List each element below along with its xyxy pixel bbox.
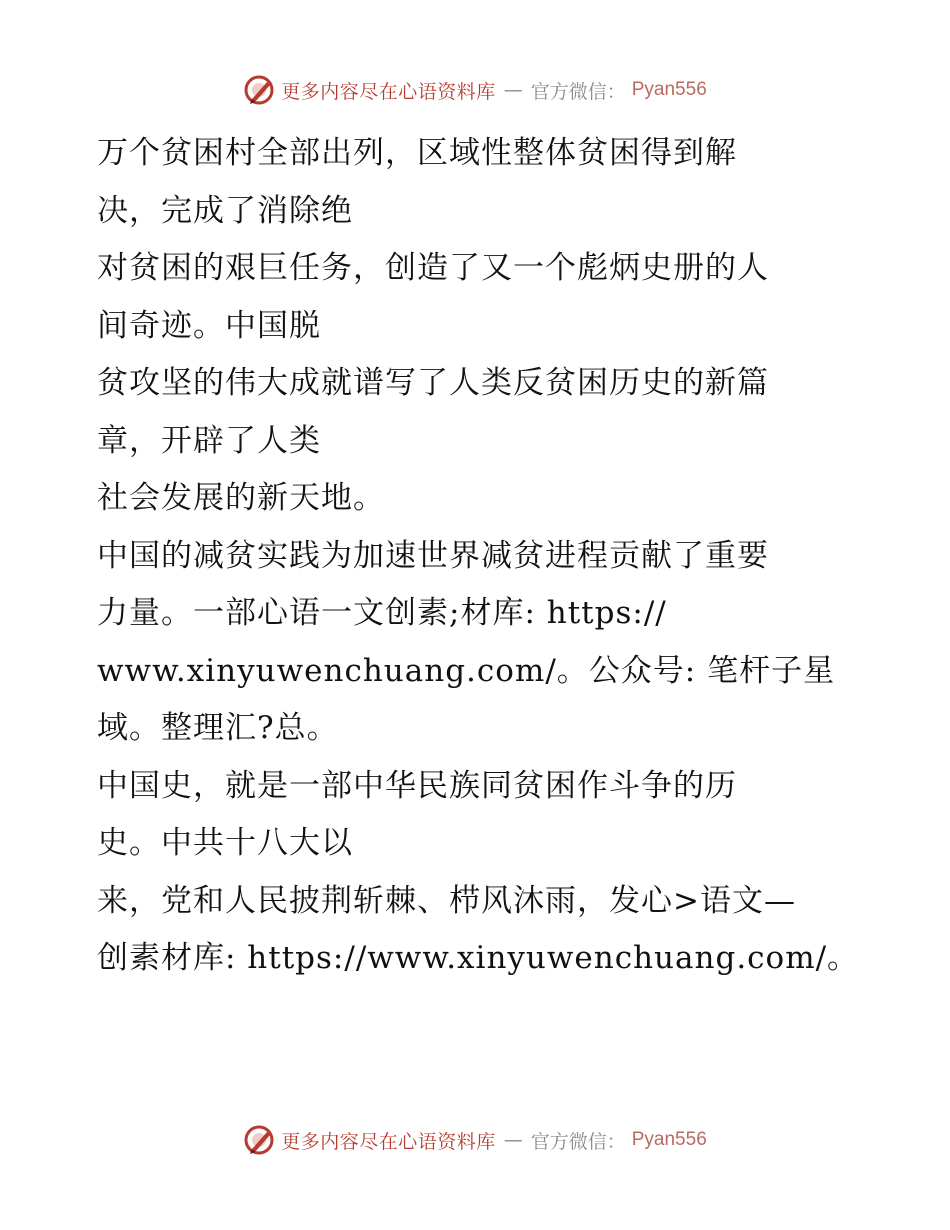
footer-dash: — bbox=[503, 1129, 523, 1151]
text-line: 史。中共十八大以 bbox=[97, 825, 353, 861]
text-line: 贫攻坚的伟大成就谱写了人类反贫困历史的新篇 bbox=[97, 365, 769, 401]
text-line: 中国史，就是一部中华民族同贫困作斗争的历 bbox=[97, 767, 737, 804]
pen-logo-icon bbox=[243, 1124, 275, 1156]
pen-logo-icon bbox=[243, 74, 275, 106]
text-line: 对贫困的艰巨任务，创造了又一个彪炳史册的人 bbox=[97, 250, 769, 286]
text-line: 域。整理汇?总。 bbox=[97, 710, 339, 746]
text-line: www.xinyuwenchuang.com/。公众号: 笔杆子星 bbox=[97, 652, 836, 689]
text-line: 创素材库: https://www.xinyuwenchuang.com/。 bbox=[97, 940, 860, 976]
text-line: 来，党和人民披荆斩棘、栉风沐雨，发心>语文— bbox=[97, 882, 796, 919]
document-body bbox=[97, 125, 860, 988]
header-dash: — bbox=[503, 79, 523, 101]
paragraph-1 bbox=[97, 125, 860, 988]
header-brand-text: 更多内容尽在心语资料库 bbox=[281, 80, 496, 103]
text-line: 中国的减贫实践为加速世界减贫进程贡献了重要 bbox=[97, 537, 769, 574]
text-line: 章，开辟了人类 bbox=[97, 422, 321, 459]
header-contact-label: 官方微信： bbox=[530, 80, 626, 103]
text-line: 力量。一部心语一文创素;材库: https:// bbox=[97, 595, 667, 631]
text-line: 决，完成了消除绝 bbox=[97, 192, 353, 229]
text-line: 万个贫困村全部出列，区域性整体贫困得到解 bbox=[97, 135, 737, 171]
footer-contact-label: 官方微信： bbox=[530, 1130, 626, 1153]
footer-contact-id: Pyan556 bbox=[631, 1129, 707, 1150]
footer-banner bbox=[0, 1120, 950, 1160]
header-banner bbox=[0, 70, 950, 110]
text-line: 间奇迹。中国脱 bbox=[97, 307, 321, 344]
footer-brand-text: 更多内容尽在心语资料库 bbox=[281, 1130, 496, 1153]
text-line: 社会发展的新天地。 bbox=[97, 480, 385, 516]
header-contact-id: Pyan556 bbox=[631, 79, 707, 100]
